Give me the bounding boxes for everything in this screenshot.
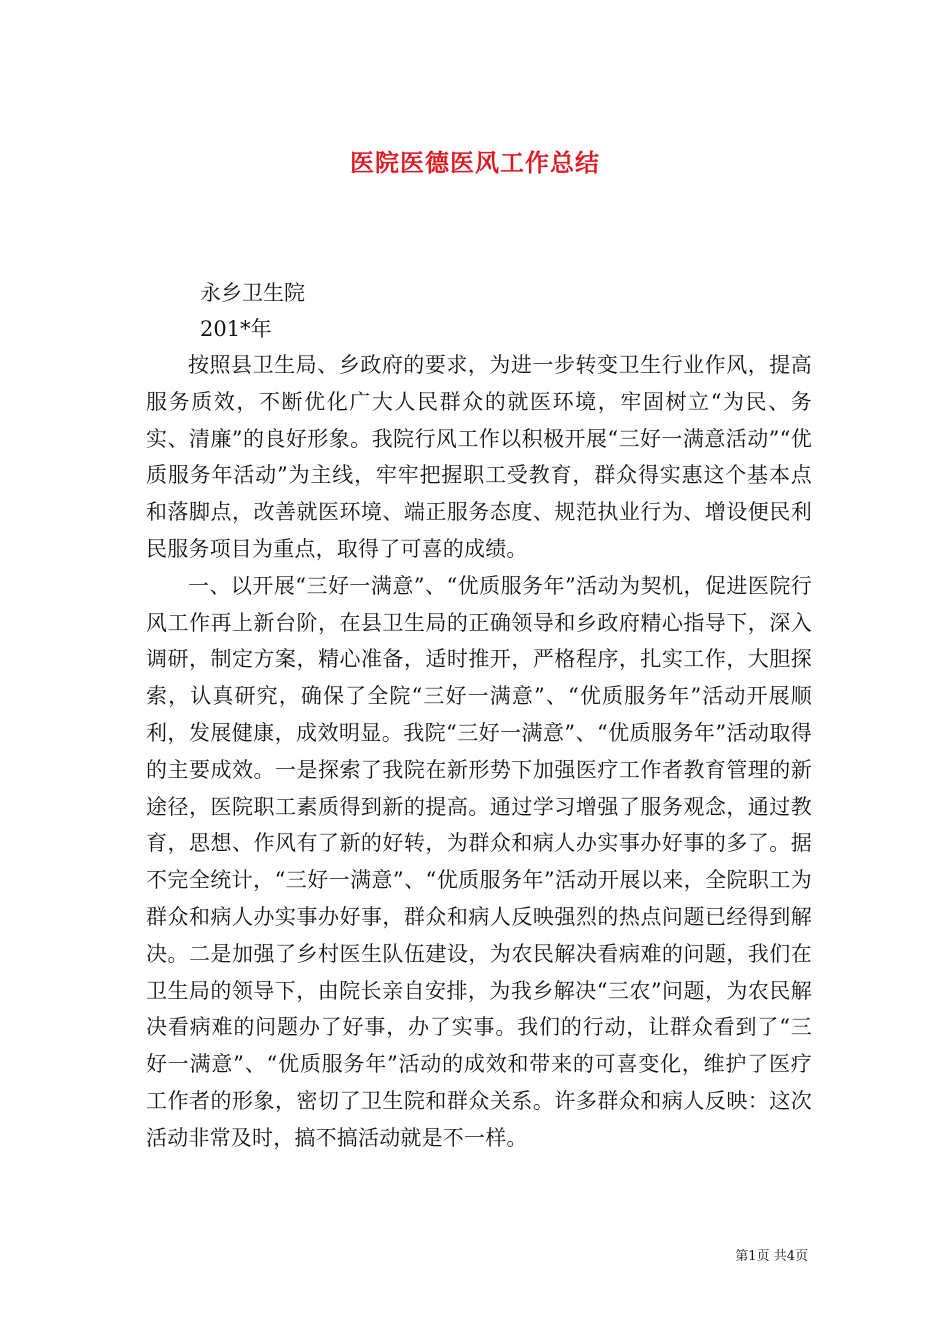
page-middle: 页 共 (756, 1249, 787, 1264)
page-prefix: 第 (735, 1249, 749, 1264)
page-current: 1 (748, 1249, 757, 1264)
document-year: 201*年 (200, 317, 272, 341)
organization-name: 永乡卫生院 (200, 281, 305, 305)
body-paragraph: 按照县卫生局、乡政府的要求，为进一步转变卫生行业作风，提高服务质效，不断优化广大人民群众的就医环境，牢固树立“为民、务实、清廉”的良好形象。我院行风工作以积极开展“三好一满意活动”“优质服务年活动”为主线，牢牢把握职工受教育，群众得实惠这个基本点和落脚点，改善就医环境、端正服务态度、规范执业行为、增设便民利民服务项目为重点，取得了可喜的成绩。 (146, 353, 812, 561)
document-body (146, 347, 812, 1157)
page-suffix: 页 (794, 1249, 808, 1264)
document-title: 医院医德医风工作总结 (350, 149, 600, 178)
body-paragraph: 一、以开展“三好一满意”、“优质服务年”活动为契机，促进医院行风工作再上新台阶，在县卫生局的正确领导和乡政府精心指导下，深入调研，制定方案，精心准备，适时推开，严格程序，扎实工作，大胆探索，认真研究，确保了全院“三好一满意”、“优质服务年”活动开展顺利，发展健康，成效明显。我院“三好一满意”、“优质服务年”活动取得的主要成效。一是探索了我院在新形势下加强医疗工作者教育管理的新途径，医院职工素质得到新的提高。通过学习增强了服务观念，通过教育，思想、作风有了新的好转，为群众和病人办实事办好事的多了。据不完全统计，“三好一满意”、“优质服务年”活动开展以来，全院职工为群众和病人办实事办好事，群众和病人反映强烈的热点问题已经得到解决。二是加强了乡村医生队伍建设，为农民解决看病难的问题，我们在卫生局的领导下，由院长亲自安排，为我乡解决“三农”问题，为农民解决看病难的问题办了好事，办了实事。我们的行动，让群众看到了“三好一满意”、“优质服务年”活动的成效和带来的可喜变化，维护了医疗工作者的形象，密切了卫生院和群众关系。许多群众和病人反映：这次活动非常及时，搞不搞活动就是不一样。 (146, 573, 812, 1150)
page-number (735, 1248, 808, 1266)
page-total: 4 (786, 1249, 795, 1264)
